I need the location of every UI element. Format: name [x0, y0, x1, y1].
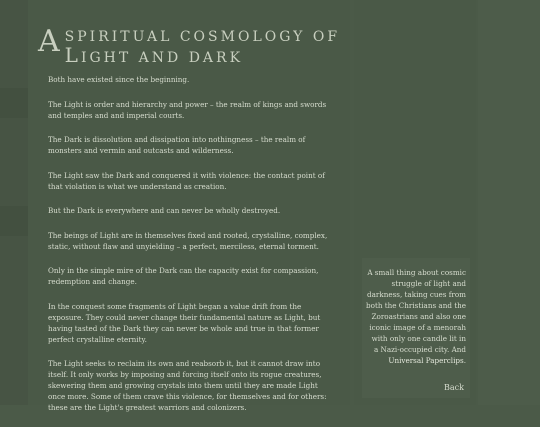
title-line-2: [52, 43, 348, 67]
left-decor-block: [0, 206, 28, 236]
right-decor-stripe: [478, 0, 540, 405]
page-title: [38, 24, 348, 67]
story-paragraph: The Dark is dissolution and dissipation into nothingness – the realm of monsters and vermin and outcasts and wilderness.: [48, 135, 306, 155]
sidebar-text: A small thing about cosmic struggle of light and darkness, taking cues from both the Christians and the Zoroastrians and also one iconic image of a menorah with only one candle lit in a Nazi-occupied city. And: [366, 268, 466, 354]
sidebar-end: .: [463, 356, 466, 365]
sidebar-note: [366, 267, 466, 366]
back-link[interactable]: Back: [444, 383, 464, 392]
story-paragraph: The Light is order and hierarchy and power – the realm of kings and swords and temples and and imperial courts.: [48, 99, 327, 120]
story-paragraph: In the conquest some fragments of Light began a value drift from the exposure. They could never change their fundamental nature as Light, but having tasted of the Dark they can never be whole and true in that former perfect crystalline eternity.: [48, 301, 321, 344]
title-line-1: SPIRITUAL COSMOLOGY OF: [64, 29, 341, 45]
title-line-2-text: IGHT AND DARK: [80, 50, 244, 66]
left-decor-stripe: [0, 0, 28, 405]
story-paragraph: The Light saw the Dark and conquered it with violence: the contact point of that violation is what we understand as creation.: [48, 170, 325, 191]
story-text: [48, 74, 333, 427]
story-paragraph: The beings of Light are in themselves fixed and rooted, crystalline, complex, static, without flaw and unyielding – a perfect, merciless, eternal torment.: [48, 230, 328, 251]
story-paragraph: Both have existed since the beginning.: [48, 75, 190, 84]
story-paragraph: But the Dark is everywhere and can never be wholly destroyed.: [48, 206, 281, 215]
title-cap-l: L: [64, 43, 81, 67]
story-paragraph: Only in the simple mire of the Dark can the capacity exist for compassion, redemption and change.: [48, 266, 319, 286]
universal-paperclips-link[interactable]: Universal Paperclips: [388, 356, 464, 365]
title-dropcap: A: [38, 24, 63, 59]
story-paragraph: The Light seeks to reclaim its own and reabsorb it, but it cannot draw into itself. It only works by imposing and forcing itself onto its rogue creatures, skewering them and growing crystals into them until they are made Light once more. Some of them crave this violence, for themselves and for others: these are the Light's greatest warriors and colonizers.: [48, 359, 327, 412]
left-decor-block: [0, 88, 28, 118]
